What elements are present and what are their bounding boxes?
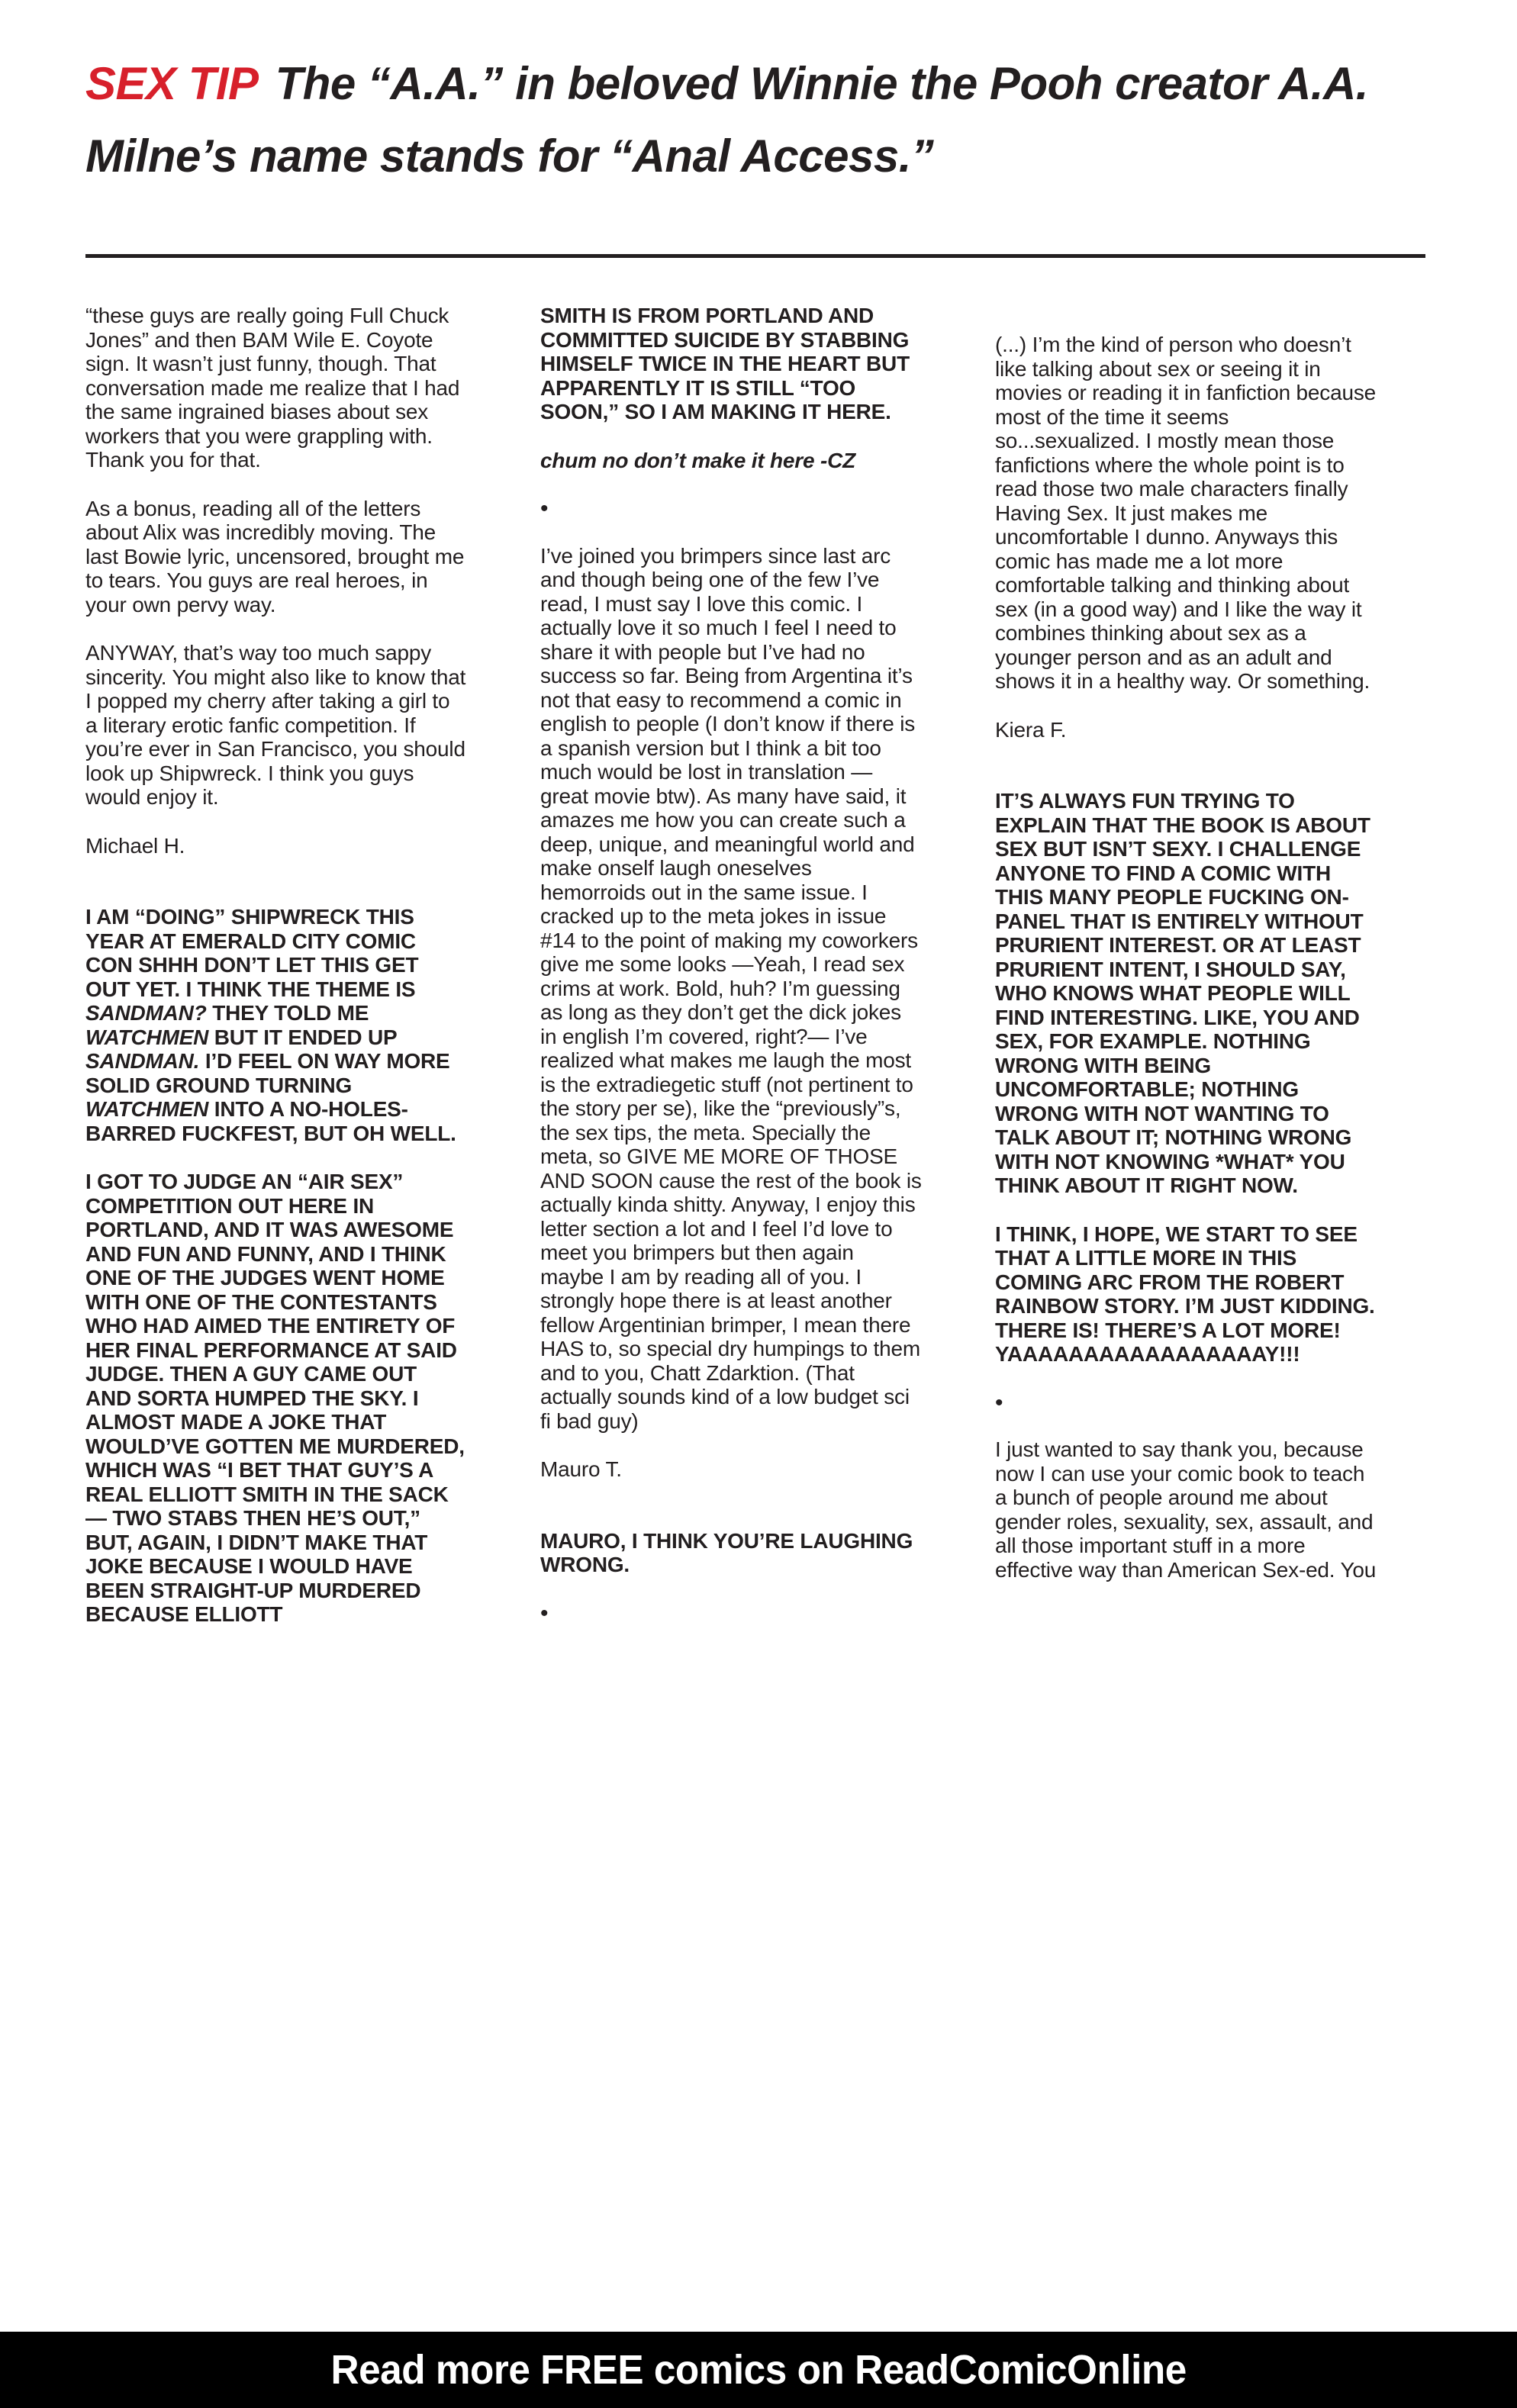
letter-paragraph: “these guys are really going Full Chuck Jones” and then BAM Wile E. Coyote sign. It wasn’t just funny, though. That conversation made me realize that I had the same ingrained biases about sex workers that you were grappling with. Thank you for that. <box>85 304 460 472</box>
signature: Mauro T. <box>540 1457 622 1481</box>
divider-bullet: • <box>540 496 549 521</box>
letters-column-2 <box>540 304 922 1651</box>
sex-tip-label: SEX TIP <box>85 58 259 109</box>
footer-banner <box>0 2332 1517 2408</box>
signature: Kiera F. <box>995 717 1067 742</box>
letters-columns <box>85 304 1432 1651</box>
reply-paragraph: SMITH IS FROM PORTLAND AND COMMITTED SUICIDE BY STABBING HIMSELF TWICE IN THE HEART BUT APPARENTLY IT IS STILL “TOO SOON,” SO I AM MAKING IT HERE. <box>540 304 910 423</box>
letters-column-3 <box>995 304 1377 1651</box>
signature: Michael H. <box>85 833 185 858</box>
letter-paragraph: ANYWAY, that’s way too much sappy sincerity. You might also like to know that I popped my cherry after taking a girl to a literary erotic fanfic competition. If you’re ever in San Francisco, you should look up Shipwreck. I think you guys would enjoy it. <box>85 641 466 809</box>
footer-text: Read more FREE comics on ReadComicOnline <box>330 2347 1187 2393</box>
letter-paragraph: I just wanted to say thank you, because now I can use your comic book to teach a bunch of people around me about gender roles, sexuality, sex, assault, and all those important stuff in a more effective way than American Sex-ed. You <box>995 1437 1377 1582</box>
letter-paragraph: As a bonus, reading all of the letters about Alix was incredibly moving. The last Bowie lyric, uncensored, brought me to tears. You guys are real heroes, in your own pervy way. <box>85 496 465 616</box>
letter-paragraph: (...) I’m the kind of person who doesn’t like talking about sex or seeing it in movies or reading it in fanfiction because most of the time it seems so...sexualized. I mostly mean those fanfictions where the whole point is to read those two male characters finally Having Sex. It just makes me uncomfortable I dunno. Anyways this comic has made me a lot more comfortable talking and thinking about sex (in a good way) and I like the way it combines thinking about sex as a younger person and as an adult and shows it in a healthy way. Or something. <box>995 333 1376 693</box>
divider-bullet: • <box>540 1600 549 1626</box>
letter-paragraph: I’ve joined you brimpers since last arc and though being one of the few I’ve read, I must say I love this comic. I actually love it so much I feel I need to share it with people but I’ve had no success so far. Being from Argentina it’s not that easy to recommend a comic in english to people (I don’t know if there is a spanish version but I think a bit too much would be lost in translation — great movie btw). As many have said, it amazes me how you can create such a deep, unique, and meaningful world and make onself laugh oneselves hemorroids out in the same issue. I cracked up to the meta jokes in issue #14 to the point of making my coworkers give me some looks —Yeah, I read sex crims at work. Bold, huh? I’m guessing as long as they don’t get the dick jokes in english I’m covered, right?— I’ve realized what makes me laugh the most is the extradiegetic stuff (not pertinent to the story per se), like the “previously”s, the sex tips, the meta. Specially the meta, so GIVE ME MORE OF THOSE AND SOON cause the rest of the book is actually kinda shitty. Anyway, I enjoy this letter section a lot and I feel I’d love to meet you brimpers but then again maybe I am by reading all of you. I strongly hope there is at least another fellow Argentinian brimper, I mean there HAS to, so special dry humpings to them and to you, Chatt Zdarktion. (That actually sounds kind of a low budget sci fi bad guy) <box>540 543 922 1433</box>
sex-tip-headline: The “A.A.” in beloved Winnie the Pooh creator A.A. Milne’s name stands for “Anal Access.” <box>85 58 1368 182</box>
reply-paragraph: IT’S ALWAYS FUN TRYING TO EXPLAIN THAT THE BOOK IS ABOUT SEX BUT ISN’T SEXY. I CHALLENGE ANYONE TO FIND A COMIC WITH THIS MANY PEOPLE FUCKING ON-PANEL THAT IS ENTIRELY WITHOUT PRURIENT INTEREST. OR AT LEAST PRURIENT INTENT, I SHOULD SAY, WHO KNOWS WHAT PEOPLE WILL FIND INTERESTING. LIKE, YOU AND SEX, FOR EXAMPLE. NOTHING WRONG WITH BEING UNCOMFORTABLE; NOTHING WRONG WITH NOT WANTING TO TALK ABOUT IT; NOTHING WRONG WITH NOT KNOWING *WHAT* YOU THINK ABOUT IT RIGHT NOW. <box>995 789 1370 1197</box>
divider-rule <box>85 254 1425 258</box>
divider-bullet: • <box>995 1389 1003 1415</box>
letters-column-1 <box>85 304 467 1651</box>
page-header <box>85 47 1433 192</box>
reply-paragraph: I THINK, I HOPE, WE START TO SEE THAT A LITTLE MORE IN THIS COMING ARC FROM THE ROBERT RAINBOW STORY. I’M JUST KIDDING. THERE IS! THERE’S A LOT MORE! YAAAAAAAAAAAAAAAAAY!!! <box>995 1222 1375 1366</box>
reply-paragraph: I AM “DOING” SHIPWRECK THIS YEAR AT EMERALD CITY COMIC CON SHHH DON’T LET THIS GET OUT YET. I THINK THE THEME IS SANDMAN? THEY TOLD ME WATCHMEN BUT IT ENDED UP SANDMAN. I’D FEEL ON WAY MORE SOLID GROUND TURNING WATCHMEN INTO A NO-HOLES-BARRED FUCKFEST, BUT OH WELL. <box>85 905 456 1145</box>
editor-note: chum no don’t make it here -CZ <box>540 448 855 472</box>
reply-paragraph: I GOT TO JUDGE AN “AIR SEX” COMPETITION OUT HERE IN PORTLAND, AND IT WAS AWESOME AND FUN AND FUNNY, AND I THINK ONE OF THE JUDGES WENT HOME WITH ONE OF THE CONTESTANTS WHO HAD AIMED THE ENTIRETY OF HER FINAL PERFORMANCE AT SAID JUDGE. THEN A GUY CAME OUT AND SORTA HUMPED THE SKY. I ALMOST MADE A JOKE THAT WOULD’VE GOTTEN ME MURDERED, WHICH WAS “I BET THAT GUY’S A REAL ELLIOTT SMITH IN THE SACK— TWO STABS THEN HE’S OUT,” BUT, AGAIN, I DIDN’T MAKE THAT JOKE BECAUSE I WOULD HAVE BEEN STRAIGHT-UP MURDERED BECAUSE ELLIOTT <box>85 1170 465 1626</box>
reply-paragraph: MAURO, I THINK YOU’RE LAUGHING WRONG. <box>540 1528 913 1576</box>
